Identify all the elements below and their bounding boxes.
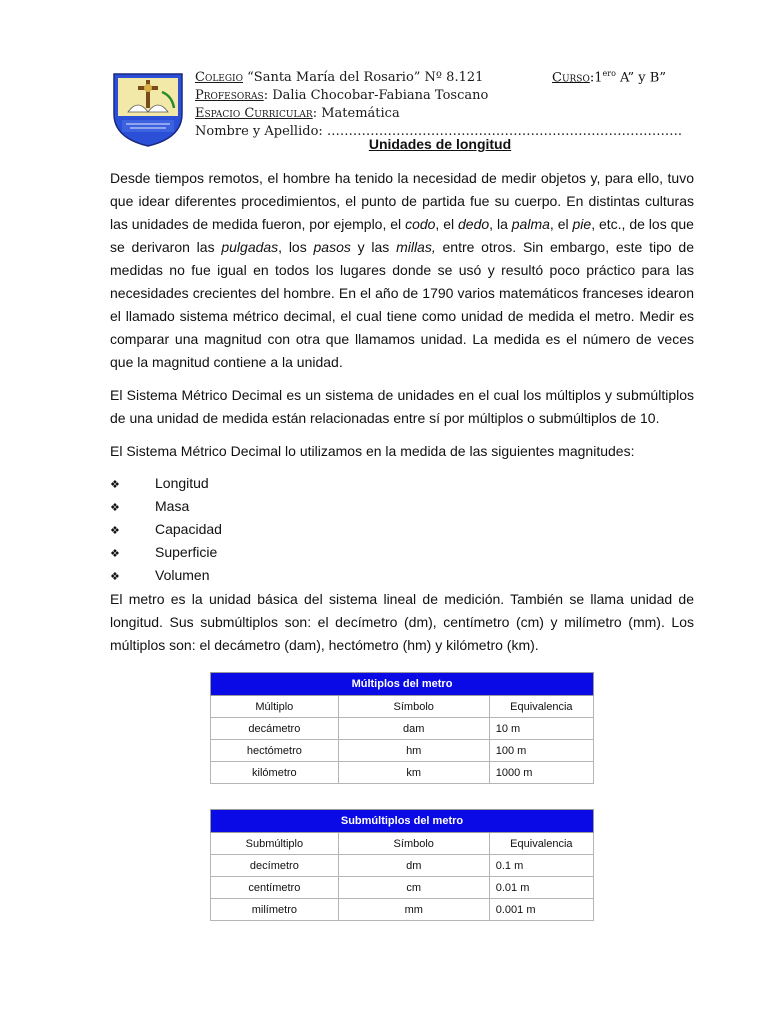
metro-paragraph: El metro es la unidad básica del sistema lineal de medición. También se llama unidad de longitud. Sus submúltiplos son: el decímetro (dm), centímetro (cm) y milímetro (mm). Los múltiplos son: el decámetro (dam), hectómetro (hm) y kilómetro (km).	[110, 591, 694, 653]
multiples-table	[210, 672, 594, 784]
table-header-row: Submúltiplo Símbolo Equivalencia	[211, 833, 594, 855]
subject-label: Espacio Curricular	[195, 106, 313, 121]
course-info: $Curso:1^{ero}$ A” y B”	[552, 69, 666, 86]
magnitudes-list	[110, 472, 222, 587]
teachers-row: Profesoras: Dalia Chocobar-Fabiana Toscano	[195, 88, 489, 103]
subject-name: Matemática	[321, 106, 400, 121]
page-title: Unidades de longitud	[368, 136, 512, 152]
diamond-bullet-icon: ❖	[110, 525, 120, 537]
teachers-label: Profesoras	[195, 88, 264, 103]
list-item: ❖ Longitud	[110, 472, 222, 495]
course-ordinal: ero	[602, 69, 616, 78]
submultiples-table	[210, 809, 594, 921]
table-title: Múltiplos del metro	[211, 673, 594, 696]
teachers-names: Dalia Chocobar-Fabiana Toscano	[272, 88, 489, 103]
school-name: “Santa María del Rosario” Nº 8.121	[247, 70, 484, 85]
course-number: 1	[594, 70, 603, 86]
table-row: decímetro dm 0.1 m	[211, 855, 594, 877]
table-row: decámetro dam 10 m	[211, 718, 594, 740]
school-label: Colegio	[195, 70, 243, 85]
table-row: hectómetro hm 100 m	[211, 740, 594, 762]
table-row: centímetro cm 0.01 m	[211, 877, 594, 899]
diamond-bullet-icon: ❖	[110, 502, 120, 514]
table-header-row: Múltiplo Símbolo Equivalencia	[211, 696, 594, 718]
intro-paragraph: Desde tiempos remotos, el hombre ha tenido la necesidad de medir objetos y, para ello, tuvo que idear diferentes procedimientos, el punto de partida fue su cuerpo. En distintas culturas las unidades de medida fueron, por ejemplo, el codo, el dedo, la palma, el pie, etc., de los que se derivaron las pulgadas, los pasos y las millas, entre otros. Sin embargo, este tipo de medidas no fue igual en todos los lugares donde se usó y resultó poco práctico para las necesidades crecientes del hombre. En el año de 1790 varios matemáticos franceses idearon el llamado sistema métrico decimal, el cual tiene como unidad de medida el metro. Medir es comparar una magnitud con otra que llamamos unidad. La medida es el número de veces que la magnitud contiene a la unidad.	[110, 170, 694, 370]
list-item: ❖ Volumen	[110, 564, 222, 587]
magnitudes-intro: El Sistema Métrico Decimal lo utilizamos en la medida de las siguientes magnitudes:	[110, 443, 635, 459]
diamond-bullet-icon: ❖	[110, 479, 120, 491]
student-name-label: Nombre y Apellido:	[195, 124, 323, 139]
subject-row: Espacio Curricular: Matemática	[195, 106, 400, 121]
metric-system-paragraph: El Sistema Métrico Decimal es un sistema de unidades en el cual los múltiplos y submúltiplos de una unidad de medida están relacionadas entre sí por múltiplos o submúltiplos de 10.	[110, 387, 694, 426]
list-item: ❖ Masa	[110, 495, 222, 518]
table-row: kilómetro km 1000 m	[211, 762, 594, 784]
diamond-bullet-icon: ❖	[110, 548, 120, 560]
diamond-bullet-icon: ❖	[110, 571, 120, 583]
student-name-blank: ……………………………………………………………………….	[326, 124, 683, 139]
course-label: Curso	[552, 70, 590, 86]
course-divisions: A” y B”	[615, 70, 666, 86]
list-item: ❖ Superficie	[110, 541, 222, 564]
table-title: Submúltiplos del metro	[211, 810, 594, 833]
list-item: ❖ Capacidad	[110, 518, 222, 541]
table-row: milímetro mm 0.001 m	[211, 899, 594, 921]
